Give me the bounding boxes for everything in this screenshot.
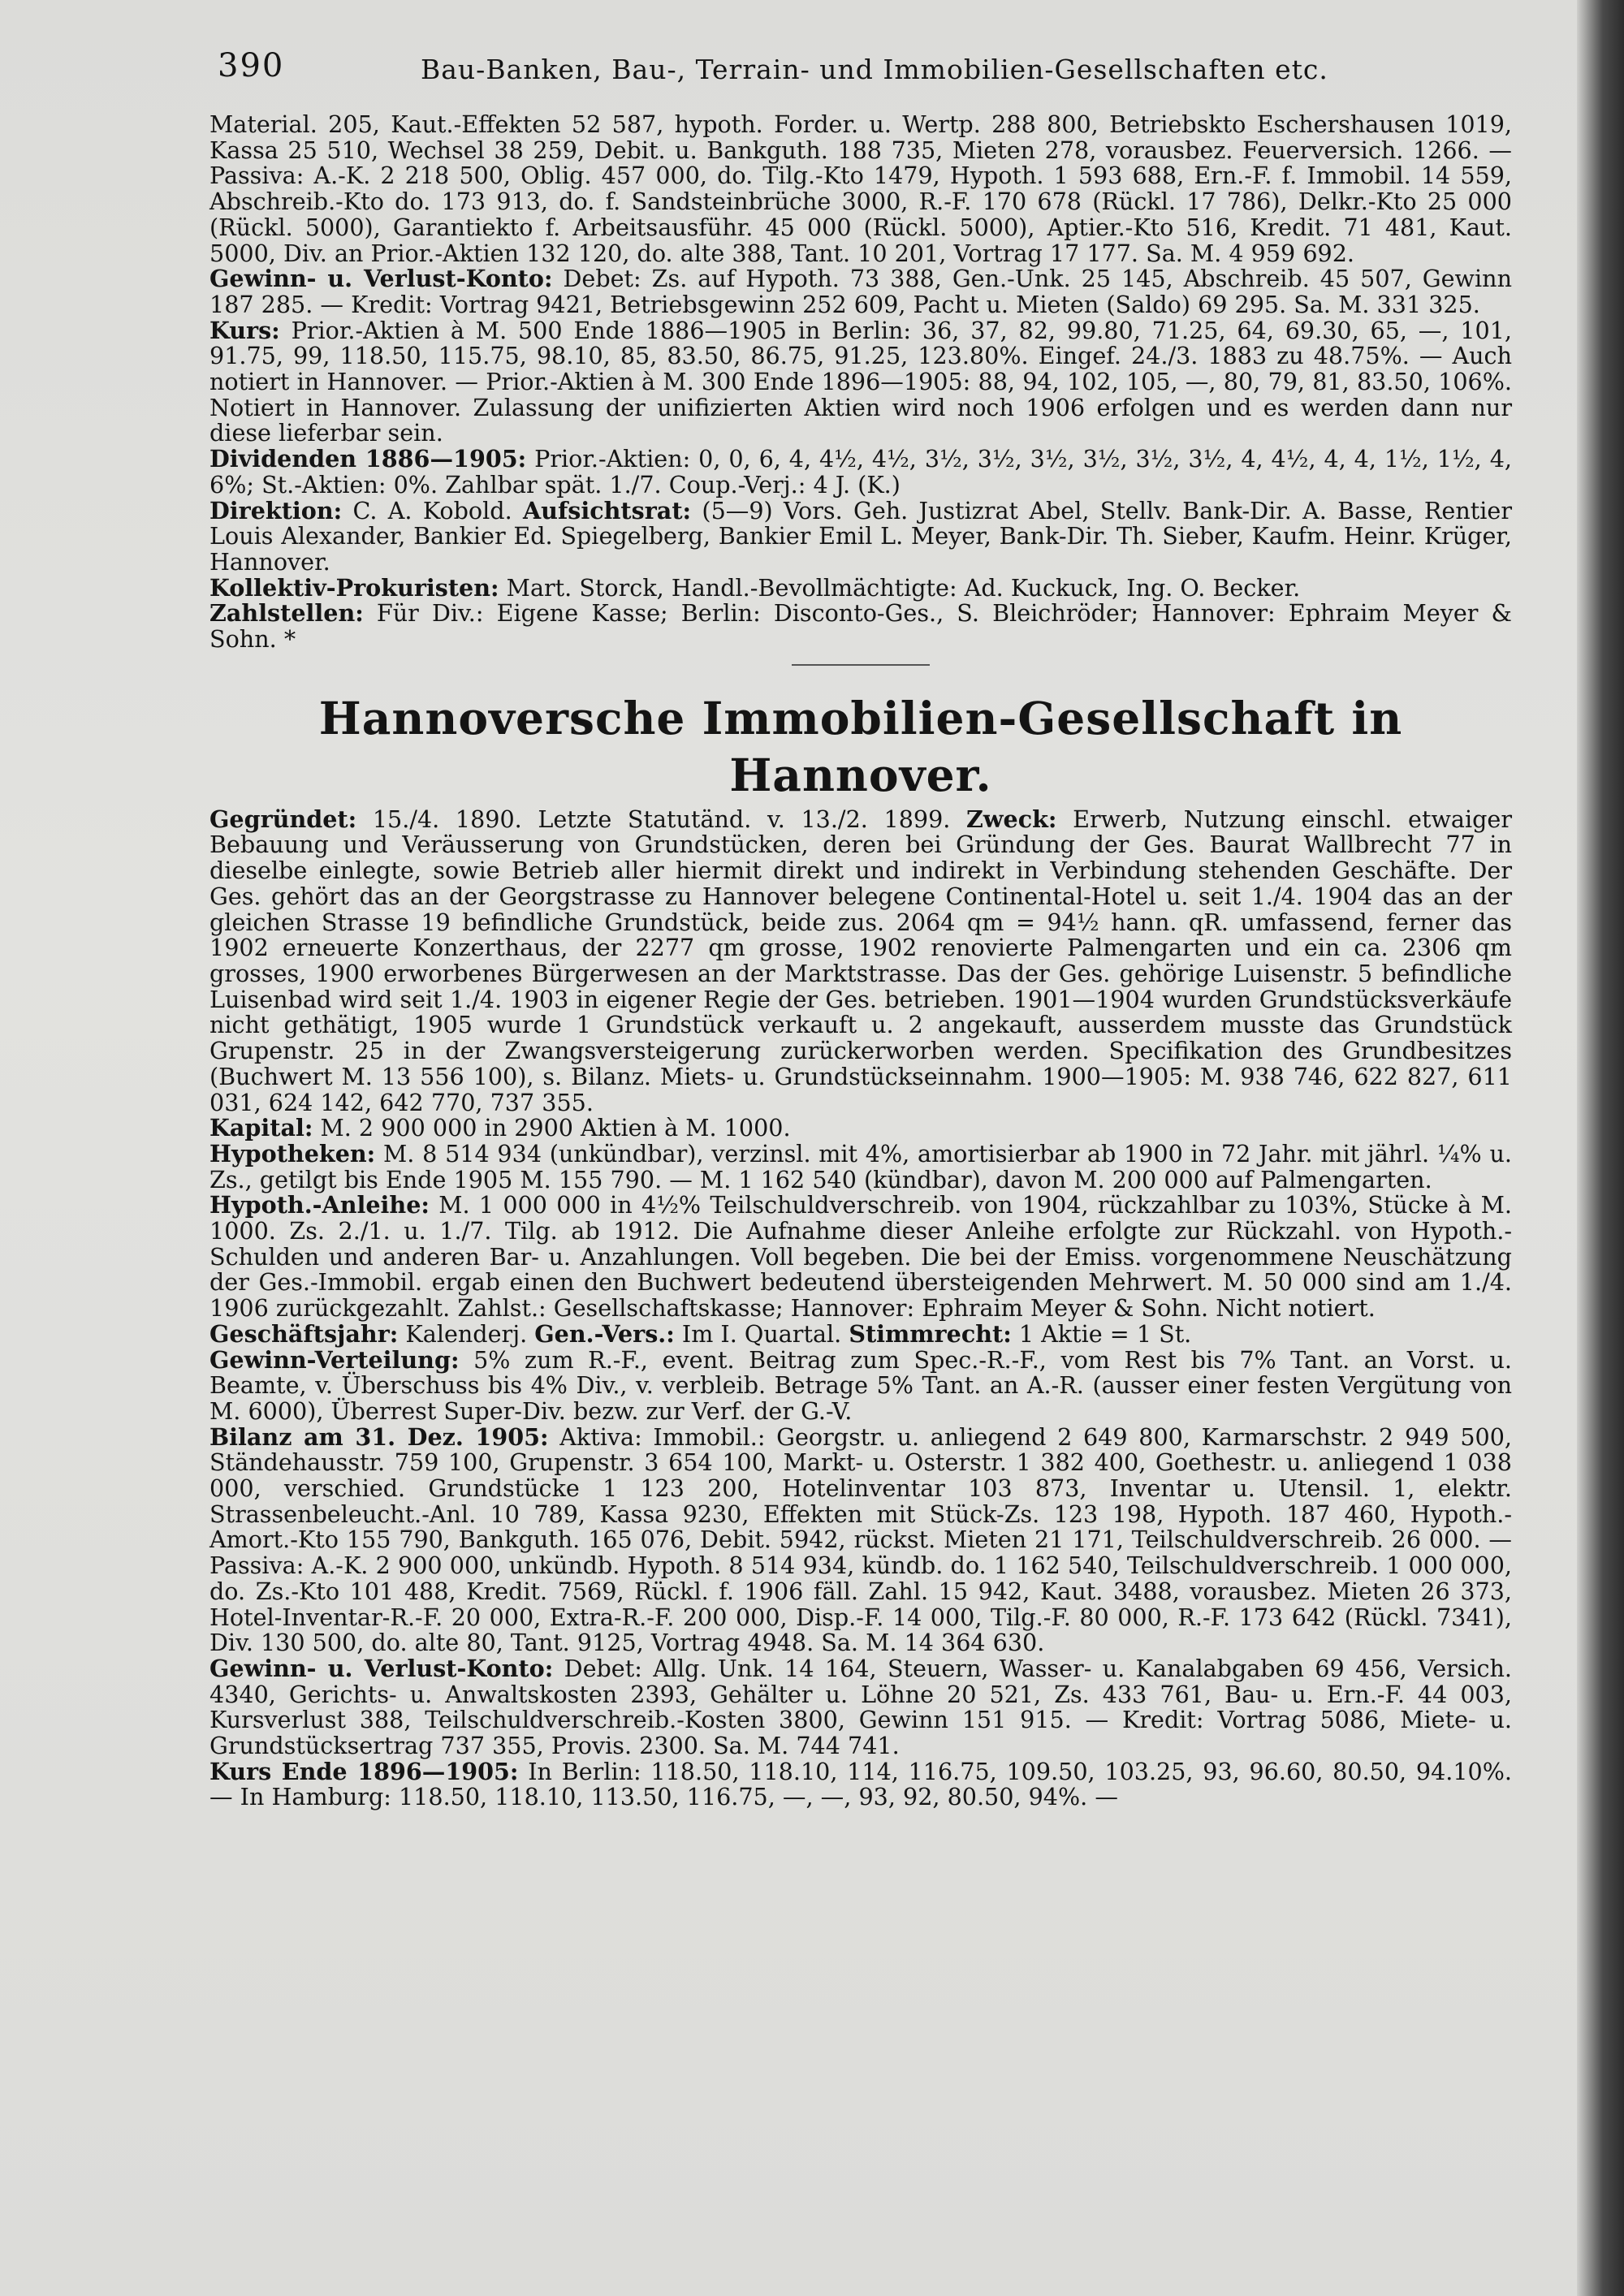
company-title: Hannoversche Immobilien-Gesellschaft in Hannover.	[318, 691, 1403, 801]
profit-loss-text: Debet: Allg. Unk. 14 164, Steuern, Wasser- u. Kanalabgaben 69 456, Versich. 4340, Gerichts- u. Anwaltskosten 2393, Gehälter u. Löhne 20 521, Zs. 433 761, Bau- u. Ern.-F. 44 003, Kursverlust 388, Teilschuldverschreib.-Kosten 3800, Gewinn 151 915. — Kredit: Vortrag 5086, Miete- u. Grundstücksertrag 737 355, Provis. 2300. Sa. M. 744 741.	[209, 1654, 1513, 1760]
general-meeting-text: Im I. Quartal.	[674, 1319, 849, 1348]
purpose-text: Erwerb, Nutzung einschl. etwaiger Bebauung und Veräusserung von Grundstücken, deren bei Gründung der Ges. Baurat Wallbrecht 77 in dieselbe einlegte, sowie Betrieb aller hiermit direkt und indirekt in Verbindung stehenden Geschäfte. Der Ges. gehört das an der Georgstrasse zu Hannover belegene Continental-Hotel u. seit 1./4. 1904 das an der gleichen Strasse 19 befindliche Grundstück, beide zus. 2064 qm = 94½ hann. qR. umfassend, ferner das 1902 erneuerte Konzerthaus, der 2277 qm grosse, 1902 renovierte Palmengarten und ein ca. 2306 qm grosses, 1900 erworbenes Bürgerwesen an der Marktstrasse. Das der Ges. gehörige Luisenstr. 5 befindliche Luisenbad wird seit 1./4. 1903 in eigener Regie der Ges. betrieben. 1901—1904 wurden Grundstücksverkäufe nicht gethätigt, 1905 wurde 1 Grundstück verkauft u. 2 angekauft, ausserdem musste das Grundstück Grupenstr. 25 in der Zwangsversteigerung zurückerworben werden. Specifikation des Grundbesitzes (Buchwert M. 13 556 100), s. Bilanz. Miets- u. Grundstückseinnahm. 1900—1905: M. 938 746, 622 827, 611 031, 624 142, 642 770, 737 355.	[209, 805, 1513, 1116]
prev-prokuristen-label: Kollektiv-Prokuristen:	[209, 573, 499, 602]
entry-profit-distribution	[209, 1345, 1512, 1425]
prev-entry-paying-agents	[209, 601, 1512, 652]
prev-direction-label: Direktion:	[209, 496, 343, 524]
prev-dividends-text: Prior.-Aktien: 0, 0, 6, 4, 4½, 4½, 3½, 3½, 3½, 3½, 3½, 3½, 4, 4½, 4, 4, 1½, 1½, 4, 6%; St.-Aktien: 0%. Zahlbar spät. 1./7. Coup.-Verj.: 4 J. (K.)	[209, 445, 1512, 498]
prev-prokuristen-text: Mart. Storck, Handl.-Bevollmächtigte: Ad. Kuckuck, Ing. O. Becker.	[499, 573, 1301, 602]
prev-dividends-label: Dividenden 1886—1905:	[209, 445, 527, 473]
entry-mortgages	[209, 1139, 1512, 1193]
fiscal-year-label: Geschäftsjahr:	[209, 1319, 399, 1348]
prev-board-label: Aufsichtsrat:	[523, 496, 692, 524]
entry-mortgage-loan	[209, 1193, 1512, 1322]
prev-direction-text: C. A. Kobold.	[342, 496, 523, 524]
mortgage-loan-text: M. 1 000 000 in 4½% Teilschuldverschreib. von 1904, rückzahlbar zu 103%, Stücke à M. 1000. Zs. 2./1. u. 1./7. Tilg. ab 1912. Die Aufnahme dieser Anleihe erfolgte zur Rückzahl. von Hypoth.-Schulden und anderen Bar- u. Anzahlungen. Voll begeben. Die bei der Emiss. vorgenommene Neuschätzung der Ges.-Immobil. ergab einen den Buchwert bedeutend übersteigenden Mehrwert. M. 50 000 sind am 1./4. 1906 zurückgezahlt. Zahlst.: Gesellschaftskasse; Hannover: Ephraim Meyer & Sohn. Nicht notiert.	[209, 1191, 1512, 1323]
capital-label: Kapital:	[209, 1114, 313, 1142]
page-edge-shadow	[1577, 0, 1624, 2296]
prev-kurs-label: Kurs:	[209, 316, 280, 344]
running-head	[218, 47, 1533, 96]
prev-paying-agents-label: Zahlstellen:	[209, 599, 364, 628]
prev-pl-text: Debet: Zs. auf Hypoth. 73 388, Gen.-Unk. 25 145, Abschreib. 45 507, Gewinn 187 285. — Kredit: Vortrag 9421, Betriebsgewinn 252 609, Pacht u. Mieten (Saldo) 69 295. Sa. M. 331 325.	[209, 265, 1513, 318]
prev-entry-prokuristen	[209, 573, 1512, 602]
prev-entry-balance	[209, 112, 1512, 266]
profit-loss-label: Gewinn- u. Verlust-Konto:	[209, 1654, 554, 1682]
page-number: 390	[218, 47, 285, 84]
voting-right-text: 1 Aktie = 1 St.	[1011, 1319, 1192, 1348]
entry-founded-purpose	[209, 807, 1512, 1116]
voting-right-label: Stimmrecht:	[849, 1319, 1012, 1348]
mortgages-text: M. 8 514 934 (unkündbar), verzinsl. mit 4%, amortisierbar ab 1900 in 72 Jahr. mit jährl. ¼% u. Zs., getilgt bis Ende 1905 M. 155 790. — M. 1 162 540 (kündbar), davon M. 200 000 auf Palmengarten.	[209, 1139, 1512, 1193]
mortgage-loan-label: Hypoth.-Anleihe:	[209, 1191, 430, 1219]
text-body	[209, 112, 1512, 2176]
balance-sheet-label: Bilanz am 31. Dez. 1905:	[209, 1422, 549, 1451]
prev-balance-text: Material. 205, Kaut.-Effekten 52 587, hypoth. Forder. u. Wertp. 288 800, Betriebskto Eschershausen 1019, Kassa 25 510, Wechsel 38 259, Debit. u. Bankguth. 188 735, Mieten 278, vorausbez. Feuerversich. 1266. — Passiva: A.-K. 2 218 500, Oblig. 457 000, do. Tilg.-Kto 1479, Hypoth. 1 593 688, Ern.-F. f. Immobil. 14 559, Abschreib.-Kto do. 173 913, do. f. Sandsteinbrüche 3000, R.-F. 170 678 (Rückl. 17 786), Delkr.-Kto 25 000 (Rückl. 5000), Garantiekto f. Arbeitsausführ. 45 000 (Rückl. 5000), Aptier.-Kto 516, Kredit. 71 481, Kaut. 5000, Div. an Prior.-Aktien 132 120, do. alte 388, Tant. 10 201, Vortrag 17 177. Sa. M. 4 959 692.	[209, 110, 1512, 267]
balance-sheet-text: Aktiva: Immobil.: Georgstr. u. anliegend 2 649 800, Karmarschstr. 2 949 500, Ständehausstr. 759 100, Grupenstr. 3 654 100, Markt- u. Osterstr. 1 382 400, Goethestr. u. anliegend 1 038 000, verschied. Grundstücke 1 123 200, Hotelinventar 103 873, Inventar u. Utensil. 1, elektr. Strassenbeleucht.-Anl. 10 789, Kassa 9230, Effekten mit Stück-Zs. 123 198, Hypoth. 187 460, Hypoth.-Amort.-Kto 155 790, Bankguth. 165 076, Debit. 5942, rückst. Mieten 21 171, Teilschuldverschreib. 26 000. — Passiva: A.-K. 2 900 000, unkündb. Hypoth. 8 514 934, kündb. do. 1 162 540, Teilschuldverschreib. 1 000 000, do. Zs.-Kto 101 488, Kredit. 7569, Rückl. f. 1906 fäll. Zahl. 15 942, Kaut. 3488, vorausbez. Mieten 26 373, Hotel-Inventar-R.-F. 20 000, Extra-R.-F. 200 000, Disp.-F. 14 000, Tilg.-F. 80 000, R.-F. 173 642 (Rückl. 7341), Div. 130 500, do. alte 80, Tant. 9125, Vortrag 4948. Sa. M. 14 364 630.	[209, 1422, 1512, 1657]
prev-board-text: (5—9) Vors. Geh. Justizrat Abel, Stellv. Bank-Dir. A. Basse, Rentier Louis Alexander, Bankier Ed. Spiegelberg, Bankier Emil L. Meyer, Bank-Dir. Th. Sieber, Kaufm. Heinr. Krüger, Hannover.	[209, 496, 1512, 576]
prev-kurs-text: Prior.-Aktien à M. 500 Ende 1886—1905 in Berlin: 36, 37, 82, 99.80, 71.25, 64, 69.30, 65, —, 101, 91.75, 99, 118.50, 115.75, 98.10, 85, 83.50, 86.75, 91.25, 123.80%. Eingef. 24./3. 1883 zu 48.75%. — Auch notiert in Hannover. — Prior.-Aktien à M. 300 Ende 1896—1905: 88, 94, 102, 105, —, 80, 79, 81, 83.50, 106%. Notiert in Hannover. Zulassung der unifizierten Aktien wird noch 1906 erfolgen und es werden dann nur diese lieferbar sein.	[209, 316, 1512, 447]
profit-distribution-text: 5% zum R.-F., event. Beitrag zum Spec.-R.-F., vom Rest bis 7% Tant. an Vorst. u. Beamte, v. Überschuss bis 4% Div., v. verbleib. Betrage 5% Tant. an A.-R. (ausser einer festen Vergütung von M. 6000), Überrest Super-Div. bezw. zur Verf. der G.-V.	[209, 1345, 1512, 1425]
prev-entry-direction	[209, 498, 1512, 576]
entry-fiscal-year	[209, 1319, 1512, 1348]
entry-balance-sheet	[209, 1422, 1512, 1657]
entry-profit-loss	[209, 1656, 1512, 1759]
capital-text: M. 2 900 000 in 2900 Aktien à M. 1000.	[313, 1114, 791, 1142]
prev-entry-dividends	[209, 447, 1512, 498]
page-content	[209, 112, 1512, 2176]
prev-paying-agents-text: Für Div.: Eigene Kasse; Berlin: Disconto-Ges., S. Bleichröder; Hannover: Ephraim Meyer & Sohn. *	[209, 599, 1512, 654]
general-meeting-label: Gen.-Vers.:	[534, 1319, 675, 1348]
founded-label: Gegründet:	[209, 805, 357, 833]
mortgages-label: Hypotheken:	[209, 1139, 376, 1167]
share-prices-label: Kurs Ende 1896—1905:	[209, 1757, 519, 1785]
entry-capital	[209, 1116, 1512, 1142]
prev-entry-kurs	[209, 318, 1512, 447]
purpose-label: Zweck:	[966, 805, 1057, 833]
prev-pl-label: Gewinn- u. Verlust-Konto:	[209, 265, 553, 293]
profit-distribution-label: Gewinn-Verteilung:	[209, 1345, 460, 1374]
founded-text: 15./4. 1890. Letzte Statutänd. v. 13./2. 1899.	[356, 805, 967, 833]
entry-share-prices	[209, 1759, 1512, 1810]
prev-entry-pl	[209, 266, 1512, 317]
running-title: Bau-Banken, Bau-, Terrain- und Immobilien-Gesellschaften etc.	[421, 54, 1328, 85]
fiscal-year-text: Kalenderj.	[398, 1319, 535, 1348]
share-prices-text: In Berlin: 118.50, 118.10, 114, 116.75, 109.50, 103.25, 93, 96.60, 80.50, 94.10%. — In Hamburg: 118.50, 118.10, 113.50, 116.75, —, —, 93, 92, 80.50, 94%. —	[209, 1757, 1512, 1811]
section-divider	[792, 664, 930, 666]
